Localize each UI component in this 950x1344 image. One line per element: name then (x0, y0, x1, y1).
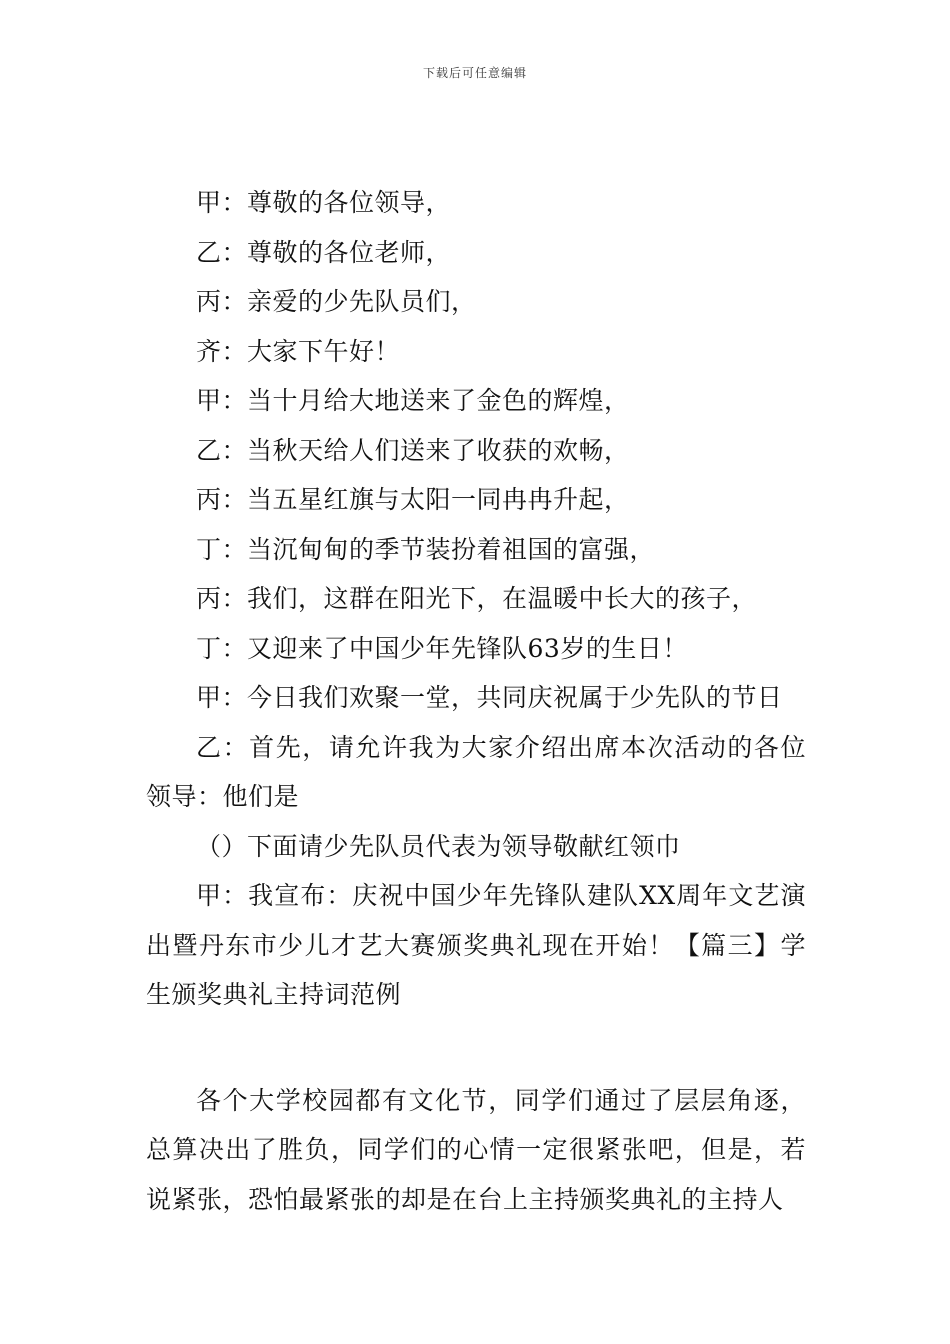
intro-paragraph: 乙：首先，请允许我为大家介绍出席本次活动的各位领导：他们是 (146, 732, 806, 811)
scarf-paragraph: （）下面请少先队员代表为领导敬献红领巾 (196, 831, 681, 861)
dialogue-line: 丙：亲爱的少先队员们， (196, 287, 477, 316)
dialogue-line: 乙：尊敬的各位老师， (196, 237, 452, 267)
dialogue-line: 乙：当秋天给人们送来了收获的欢畅， (196, 435, 630, 465)
dialogue-line: 丙：我们，这群在阳光下，在温暖中长大的孩子， (196, 584, 758, 613)
page-header: 下载后可任意编辑 (422, 66, 527, 80)
closing-paragraph: 各个大学校园都有文化节，同学们通过了层层角逐，总算决出了胜负，同学们的心情一定很紧张吧，但是，若说紧张，恐怕最紧张的却是在台上主持颁奖典礼的主持人 (146, 1085, 806, 1214)
dialogue-line: 齐：大家下午好！ (196, 336, 401, 366)
dialogue-line: 丁：又迎来了中国少年先锋队63岁的生日！ (196, 633, 688, 663)
paragraph-gap (146, 1020, 806, 1076)
dialogue-line: 丙：当五星红旗与太阳一同冉冉升起， (196, 485, 630, 514)
document-body (146, 178, 806, 1224)
dialogue-line: 甲：今日我们欢聚一堂，共同庆祝属于少先队的节日 (196, 683, 783, 712)
announce-paragraph: 甲：我宣布：庆祝中国少年先锋队建队XX周年文艺演出暨丹东市少儿才艺大赛颁奖典礼现在开始！【篇三】学生颁奖典礼主持词范例 (146, 881, 806, 1009)
dialogue-line: 甲：当十月给大地送来了金色的辉煌， (196, 386, 630, 415)
dialogue-line: 丁：当沉甸甸的季节装扮着祖国的富强， (196, 534, 656, 564)
dialogue-line: 甲：尊敬的各位领导， (196, 188, 452, 217)
